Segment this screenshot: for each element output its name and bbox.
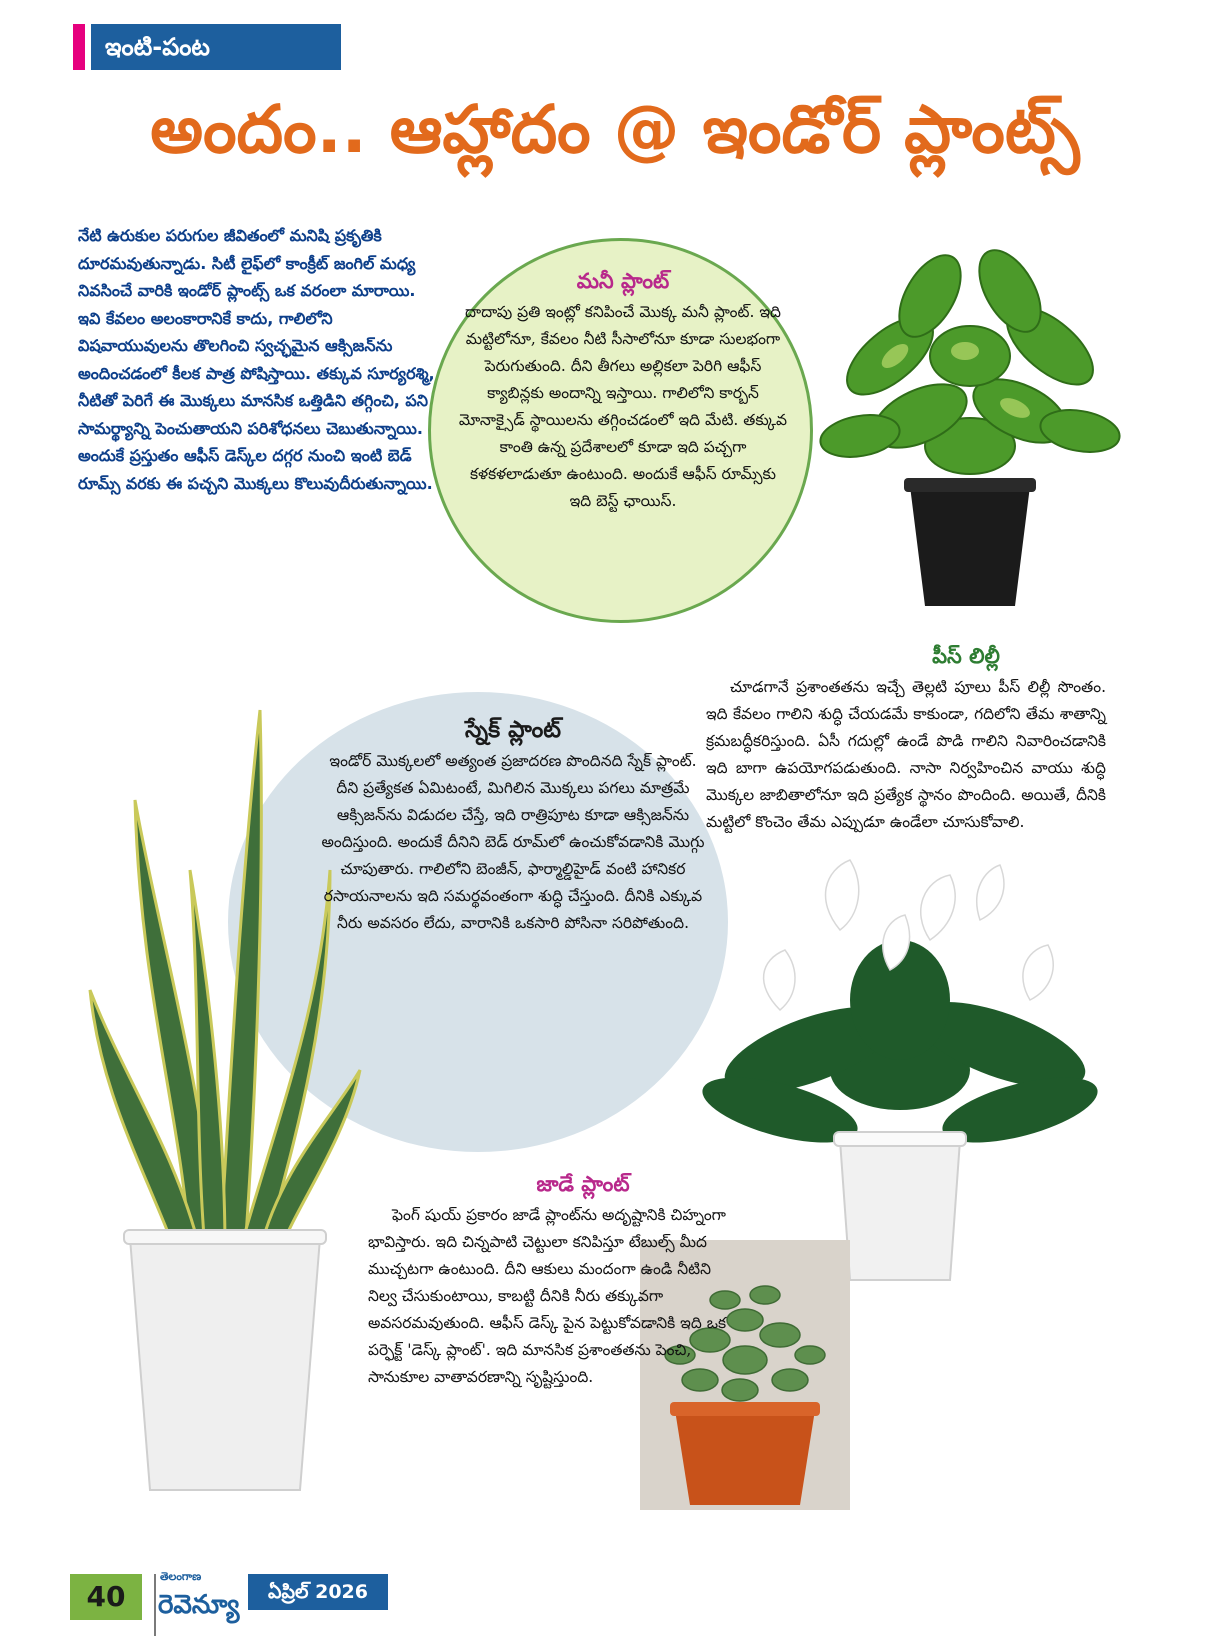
- page-number: 40: [70, 1574, 142, 1620]
- snake-plant-text: ఇండోర్ మొక్కలలో అత్యంత ప్రజాదరణ పొందినది స్నేక్ ప్లాంట్. దీని ప్రత్యేకత ఏమిటంటే, మిగిలిన మొక్కలు పగలు మాత్రమే ఆక్సిజన్‌ను విడుదల చేస్తే, ఇది రాత్రిపూట కూడా ఆక్సిజన్‌ను అందిస్తుంది. అందుకే దీనిని బెడ్ రూమ్‌లో ఉంచుకోవడానికి మొగ్గు చూపుతారు. గాలిలోని బెంజీన్, ఫార్మాల్డిహైడ్ వంటి హానికర రసాయనాలను ఇది సమర్థవంతంగా శుద్ధి చేస్తుంది. దీనికి ఎక్కువ నీరు అవసరం లేదు, వారానికి ఒకసారి పోసినా సరిపోతుంది.: [321, 752, 705, 932]
- magazine-brand: రెవెన్యూ: [158, 1590, 240, 1620]
- money-plant-text: దాదాపు ప్రతి ఇంట్లో కనిపించే మొక్క మనీ ప్లాంట్. ఇది మట్టిలోనూ, కేవలం నీటి సీసాలోనూ కూడా సులభంగా పెరుగుతుంది. దీని తీగలు అల్లికలా పెరిగి ఆఫీస్ క్యాబిన్లకు అందాన్ని ఇస్తాయి. గాలిలోని కార్బన్ మోనాక్సైడ్ స్థాయిలను తగ్గించడంలో ఇది మేటి. తక్కువ కాంతి ఉన్న ప్రదేశాలలో కూడా ఇది పచ్చగా కళకళలాడుతూ ఉంటుంది. అందుకే ఆఫీస్ రూమ్స్‌కు ఇది బెస్ట్ ఛాయిస్.: [458, 303, 788, 510]
- jade-plant-section: [368, 1168, 738, 1391]
- money-plant-title: మనీ ప్లాంట్: [576, 269, 670, 293]
- section-tag-bar: [73, 24, 85, 70]
- peace-lily-text: చూడగానే ప్రశాంతతను ఇచ్చే తెల్లటి పూలు పీస్ లిల్లీ సొంతం. ఇది కేవలం గాలిని శుద్ధి చేయడమే కాకుండా, గదిలోని తేమ శాతాన్ని క్రమబద్ధీకరిస్తుంది. ఏసీ గదుల్లో ఉండే పొడి గాలిని నివారించడానికి ఇది బాగా ఉపయోగపడుతుంది. నాసా నిర్వహించిన వాయు శుద్ధి మొక్కల జాబితాలోనూ ఇది ప్రత్యేక స్థానం పొందింది. అయితే, దీనికి మట్టిలో కొంచెం తేమ ఎప్పుడూ ఉండేలా చూసుకోవాలి.: [706, 678, 1106, 831]
- snake-plant-section: [318, 714, 708, 937]
- article-headline: అందం.. ఆహ్లాదం @ ఇండోర్ ప్లాంట్స్: [150, 91, 1080, 168]
- section-tag: [73, 24, 341, 70]
- peace-lily-title: పీస్ లిల్లీ: [932, 644, 1000, 668]
- money-plant-section: [458, 265, 788, 515]
- issue-date: ఏప్రిల్ 2026: [248, 1574, 388, 1610]
- peace-lily-section: [706, 640, 1106, 836]
- footer-divider: [154, 1574, 156, 1636]
- peace-lily-image: [700, 860, 1100, 1290]
- snake-plant-title: స్నేక్ ప్లాంట్: [465, 717, 561, 743]
- jade-plant-title: జాడే ప్లాంట్: [536, 1172, 630, 1196]
- intro-paragraph: నేటి ఉరుకుల పరుగుల జీవితంలో మనిషి ప్రకృతికి దూరమవుతున్నాడు. సిటీ లైఫ్‌లో కాంక్రీట్ జంగిల్ మధ్య నివసించే వారికి ఇండోర్ ప్లాంట్స్ ఒక వరంలా మారాయి. ఇవి కేవలం అలంకారానికే కాదు, గాలిలోని విషవాయువులను తొలగించి స్వచ్ఛమైన ఆక్సిజన్‌ను అందించడంలో కీలక పాత్ర పోషిస్తాయి. తక్కువ సూర్యరశ్మి, నీటితో పెరిగే ఈ మొక్కలు మానసిక ఒత్తిడిని తగ్గించి, పని సామర్థ్యాన్ని పెంచుతాయని పరిశోధనలు చెబుతున్నాయి. అందుకే ప్రస్తుతం ఆఫీస్ డెస్క్‌ల దగ్గర నుంచి ఇంటి బెడ్ రూమ్స్ వరకు ఈ పచ్చని మొక్కలు కొలువుదీరుతున్నాయి.: [78, 226, 435, 493]
- money-plant-image: [800, 216, 1140, 616]
- magazine-brand-small: తెలంగాణ: [160, 1570, 202, 1583]
- section-tag-label: ఇంటి-పంట: [91, 24, 341, 70]
- jade-plant-text: ఫెంగ్ షుయ్ ప్రకారం జాడే ప్లాంట్‌ను అదృష్టానికి చిహ్నంగా భావిస్తారు. ఇది చిన్నపాటి చెట్టులా కనిపిస్తూ టేబుల్స్ మీద ముచ్చటగా ఉంటుంది. దీని ఆకులు మందంగా ఉండి నీటిని నిల్వ చేసుకుంటాయి, కాబట్టి దీనికి నీరు తక్కువగా అవసరమవుతుంది. ఆఫీస్ డెస్క్ పైన పెట్టుకోవడానికి ఇది ఒక పర్ఫెక్ట్ 'డెస్క్ ప్లాంట్'. ఇది మానసిక ప్రశాంతతను పెంచి, సానుకూల వాతావరణాన్ని సృష్టిస్తుంది.: [368, 1206, 727, 1386]
